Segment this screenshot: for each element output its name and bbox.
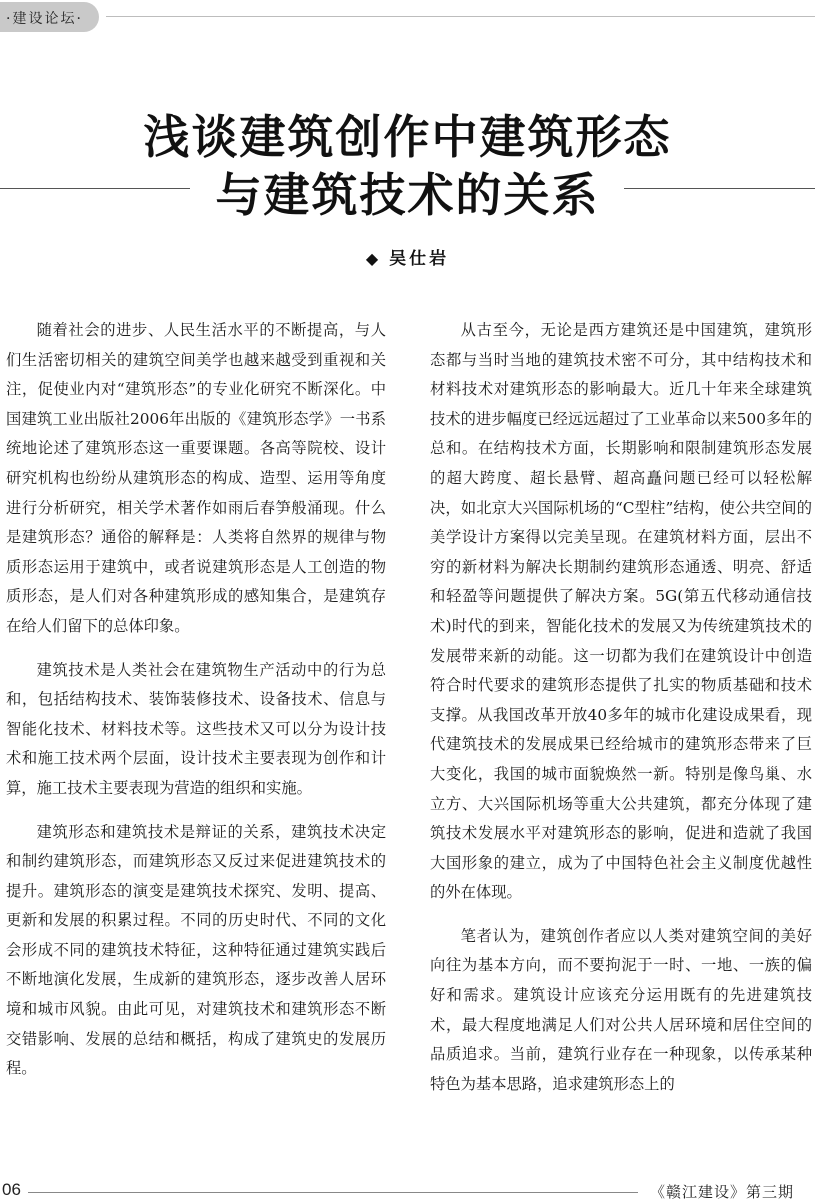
body-paragraph: 笔者认为，建筑创作者应以人类对建筑空间的美好向往为基本方向，而不要拘泥于一时、一地、一族的偏好和需求。建筑设计应该充分运用既有的先进建筑技术，最大程度地满足人们对公共人居环境和居住空间的品质追求。当前，建筑行业存在一种现象，以传承某种特色为基本思路，追求建筑形态上的 <box>430 926 812 1093</box>
author-name: 吴仕岩 <box>389 249 450 269</box>
article-title-line2: 与建筑技术的关系 <box>215 168 600 222</box>
body-paragraph: 随着社会的进步、人民生活水平的不断提高，与人们生活密切相关的建筑空间美学也越来越受到重视和关注，促使业内对“建筑形态”的专业化研究不断深化。中国建筑工业出版社2006年出版的《建筑形态学》一书系统地论述了建筑形态这一重要课题。各高等院校、设计研究机构也纷纷从建筑形态的构成、造型、运用等角度进行分析研究，相关学术著作如雨后春笋般涌现。什么是建筑形态？通俗的解释是：人类将自然界的规律与物质形态运用于建筑中，或者说建筑形态是人工创造的物质形态，是人们对各种建筑形成的感知集合，是建筑存在给人们留下的总体印象。 <box>6 321 386 635</box>
page-number: 06 <box>2 1180 21 1199</box>
section-tag: ·建设论坛· <box>6 11 83 27</box>
header-bar <box>0 0 815 34</box>
author-line <box>0 244 815 269</box>
left-column <box>6 316 386 1098</box>
header-rule <box>106 16 815 17</box>
article-title-line1: 浅谈建筑创作中建筑形态 <box>143 110 672 164</box>
footer-rule <box>28 1192 638 1193</box>
diamond-icon: ◆ <box>365 249 382 268</box>
journal-name: 《赣江建设》第三期 <box>650 1183 795 1201</box>
body-paragraph: 建筑形态和建筑技术是辩证的关系，建筑技术决定和制约建筑形态，而建筑形态又反过来促进建筑技术的提升。建筑形态的演变是建筑技术探究、发明、提高、更新和发展的积累过程。不同的历史时代、不同的文化会形成不同的建筑技术特征，这种特征通过建筑实践后不断地演化发展，生成新的建筑形态，逐步改善人居环境和城市风貌。由此可见，对建筑技术和建筑形态不断交错影响、发展的总结和概括，构成了建筑史的发展历程。 <box>6 822 386 1078</box>
body-paragraph: 从古至今，无论是西方建筑还是中国建筑，建筑形态都与当时当地的建筑技术密不可分，其中结构技术和材料技术对建筑形态的影响最大。近几十年来全球建筑技术的进步幅度已经远远超过了工业革命以来500多年的总和。在结构技术方面，长期影响和限制建筑形态发展的超大跨度、超长悬臂、超高矗问题已经可以轻松解决，如北京大兴国际机场的“C型柱”结构，使公共空间的美学设计方案得以完美呈现。在建筑材料方面，层出不穷的新材料为解决长期制约建筑形态通透、明亮、舒适和轻盈等问题提供了解决方案。5G(第五代移动通信技术)时代的到来，智能化技术的发展又为传统建筑技术的发展带来新的动能。这一切都为我们在建筑设计中创造符合时代要求的建筑形态提供了扎实的物质基础和技术支撑。从我国改革开放40多年的城市化建设成果看，现代建筑技术的发展成果已经给城市的建筑形态带来了巨大变化，我国的城市面貌焕然一新。特别是像鸟巢、水立方、大兴国际机场等重大公共建筑，都充分体现了建筑技术发展水平对建筑形态的影响，促进和造就了我国大国形象的建立，成为了中国特色社会主义制度优越性的外在体现。 <box>430 321 812 902</box>
body-paragraph: 建筑技术是人类社会在建筑物生产活动中的行为总和，包括结构技术、装饰装修技术、设备技术、信息与智能化技术、材料技术等。这些技术又可以分为设计技术和施工技术两个层面，设计技术主要表现为创作和计算，施工技术主要表现为营造的组织和实施。 <box>6 660 386 797</box>
right-column <box>430 316 812 1113</box>
section-badge <box>0 2 99 32</box>
